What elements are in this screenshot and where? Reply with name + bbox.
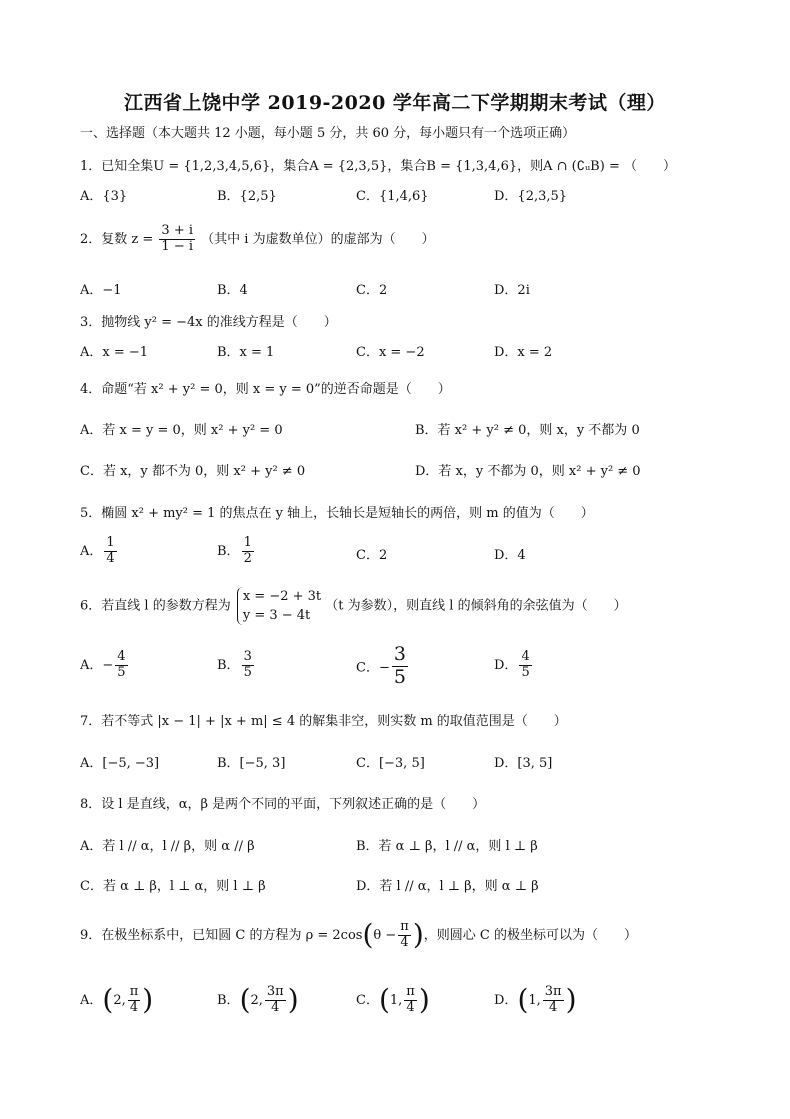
question-6-option-d-fraction	[519, 650, 531, 681]
question-6-option-d-label: D．	[494, 657, 518, 673]
question-6-option-b-label: B．	[217, 657, 240, 673]
right-paren: )	[287, 983, 299, 1017]
question-1-option-d: D．{2,3,5}	[494, 189, 568, 204]
fraction-numerator: 3π	[266, 984, 284, 999]
question-7-option-b: B．[−5, 3]	[217, 756, 286, 771]
fraction-denominator: 5	[393, 665, 406, 688]
right-paren: )	[142, 983, 154, 1017]
question-5-option-b-label: B．	[217, 543, 240, 559]
question-2-stem-post: （其中 i 为虚数单位）的虚部为（ ）	[201, 231, 435, 247]
section-heading: 一、选择题（本大题共 12 小题，每小题 5 分，共 60 分，每小题只有一个选项正确）	[80, 126, 576, 141]
question-6-option-a-fraction	[115, 650, 127, 681]
question-6-equation-system	[237, 587, 321, 625]
fraction-denominator: 2	[243, 550, 252, 566]
question-9-stem-pre: 9．在极坐标系中，已知圆 C 的方程为 ρ = 2cos	[80, 927, 363, 943]
question-8-option-a: A．若 l // α，l // β，则 α // β	[80, 839, 255, 854]
question-2-stem-pre: 2．复数 z =	[80, 231, 154, 247]
question-5-option-a	[80, 536, 119, 567]
question-6-option-c-label: C．−	[356, 660, 390, 676]
page-title: 江西省上饶中学 2019-2020 学年高二下学期期末考试（理）	[124, 92, 666, 114]
question-6-equation-y: y = 3 − 4t	[242, 608, 311, 623]
question-9-option-d	[494, 985, 577, 1016]
question-2-option-b: B．4	[217, 283, 248, 298]
question-5-option-c: C．2	[356, 548, 388, 563]
question-1-stem: 1．已知全集U = {1,2,3,4,5,6}，集合A = {2,3,5}，集合B = {1,3,4,6}，则A ∩ (∁ᵤB) = （ ）	[80, 159, 676, 174]
question-9-option-b-label: B．	[217, 992, 240, 1008]
left-paren: (	[102, 983, 114, 1017]
question-5-option-b-fraction	[242, 536, 254, 567]
option-value: 2,	[250, 992, 263, 1008]
question-4-option-b: B．若 x² + y² ≠ 0，则 x，y 不都为 0	[415, 423, 640, 438]
question-3-option-b: B．x = 1	[217, 345, 275, 360]
question-9-fraction	[398, 920, 411, 951]
question-9-option-a	[80, 985, 153, 1016]
question-1-option-b: B．{2,5}	[217, 189, 277, 204]
question-9-option-c-fraction	[404, 985, 417, 1016]
option-value: 2,	[113, 992, 126, 1008]
question-5-option-a-label: A．	[80, 543, 103, 559]
question-3-stem: 3．抛物线 y² = −4x 的准线方程是（ ）	[80, 315, 337, 330]
question-6-stem-post: （t 为参数），则直线 l 的倾斜角的余弦值为（ ）	[325, 598, 627, 614]
fraction-numerator: π	[129, 984, 139, 999]
fraction-numerator: π	[400, 919, 409, 934]
question-4-option-a: A．若 x = y = 0，则 x² + y² = 0	[80, 423, 283, 438]
fraction-denominator: 5	[521, 664, 530, 680]
fraction-denominator: 4	[549, 999, 558, 1015]
question-8-option-b: B．若 α ⊥ β，l // α，则 l ⊥ β	[356, 839, 538, 854]
fraction-numerator: 1	[106, 535, 115, 550]
fraction-numerator: 1	[243, 535, 252, 550]
left-paren: (	[517, 983, 529, 1017]
question-8-stem: 8．设 l 是直线，α，β 是两个不同的平面，下列叙述正确的是（ ）	[80, 797, 486, 812]
question-5-option-a-fraction	[104, 536, 116, 567]
question-9-stem-mid: θ −	[373, 927, 397, 943]
fraction-denominator: 5	[117, 664, 126, 680]
left-paren: (	[378, 983, 390, 1017]
left-paren: (	[362, 918, 374, 952]
question-3-option-a: A．x = −1	[80, 345, 149, 360]
fraction-denominator: 5	[243, 664, 252, 680]
question-8-option-c: C．若 α ⊥ β，l ⊥ α，则 l ⊥ β	[80, 879, 266, 894]
question-2-option-c: C．2	[356, 283, 388, 298]
question-9-option-b-fraction	[265, 985, 286, 1016]
question-4-option-c: C．若 x，y 都不为 0，则 x² + y² ≠ 0	[80, 464, 306, 479]
question-2-option-d: D．2i	[494, 283, 530, 298]
question-6-equation-x: x = −2 + 3t	[242, 589, 322, 604]
question-6-stem-pre: 6．若直线 l 的参数方程为	[80, 598, 231, 614]
question-5-option-d: D．4	[494, 548, 526, 563]
question-7-stem: 7．若不等式 |x − 1| + |x + m| ≤ 4 的解集非空，则实数 m 的取值范围是（ ）	[80, 714, 567, 729]
question-8-option-d: D．若 l // α，l ⊥ β，则 α ⊥ β	[356, 879, 539, 894]
question-9-option-c-label: C．	[356, 992, 379, 1008]
question-2-stem	[80, 224, 435, 255]
right-paren: )	[565, 983, 577, 1017]
question-5-stem: 5．椭圆 x² + my² = 1 的焦点在 y 轴上，长轴长是短轴长的两倍，则 m 的值为（ ）	[80, 506, 594, 521]
question-2-option-a: A．−1	[80, 283, 122, 298]
question-3-option-c: C．x = −2	[356, 345, 425, 360]
right-paren: )	[412, 918, 424, 952]
question-6-option-a	[80, 650, 130, 681]
question-6-option-c	[356, 644, 410, 689]
fraction-numerator: 3	[243, 649, 252, 664]
question-7-option-a: A．[−5, −3]	[80, 756, 160, 771]
fraction-numerator: π	[406, 984, 415, 999]
question-1-option-c: C．{1,4,6}	[356, 189, 429, 204]
question-6-option-a-label: A．−	[80, 657, 114, 673]
fraction-denominator: 4	[406, 999, 415, 1015]
question-4-stem: 4．命题“若 x² + y² = 0，则 x = y = 0”的逆否命题是（ ）	[80, 382, 451, 397]
question-2-fraction	[159, 224, 195, 255]
fraction-denominator: 4	[400, 934, 409, 950]
question-7-option-c: C．[−3, 5]	[356, 756, 425, 771]
question-6-option-d	[494, 650, 534, 681]
question-6-option-b-fraction	[242, 650, 254, 681]
right-paren: )	[418, 983, 430, 1017]
question-9-option-c	[356, 985, 430, 1016]
left-paren: (	[239, 983, 251, 1017]
question-4-option-d: D．若 x，y 不都为 0，则 x² + y² ≠ 0	[415, 464, 641, 479]
fraction-numerator: 3	[393, 643, 406, 665]
question-6-stem	[80, 587, 627, 625]
option-value: 1,	[389, 992, 403, 1008]
question-9-option-a-label: A．	[80, 992, 103, 1008]
fraction-numerator: 4	[117, 649, 126, 664]
question-7-option-d: D．[3, 5]	[494, 756, 553, 771]
question-9-stem	[80, 920, 637, 951]
fraction-numerator: 4	[521, 649, 530, 664]
fraction-numerator: 3π	[544, 984, 562, 999]
question-9-option-d-fraction	[543, 985, 564, 1016]
question-3-option-d: D．x = 2	[494, 345, 553, 360]
question-9-option-a-fraction	[128, 985, 141, 1016]
fraction-denominator: 4	[106, 550, 115, 566]
question-9-option-d-label: D．	[494, 992, 518, 1008]
question-2-numerator: 3 + i	[161, 223, 194, 238]
question-6-option-b	[217, 650, 256, 681]
question-2-denominator: 1 − i	[161, 238, 194, 254]
question-5-option-b	[217, 536, 256, 567]
question-9-option-b	[217, 985, 299, 1016]
fraction-denominator: 4	[129, 999, 139, 1015]
question-6-option-c-fraction	[392, 644, 408, 689]
question-1-option-a: A．{3}	[80, 189, 128, 204]
fraction-denominator: 4	[271, 999, 280, 1015]
option-value: 1,	[528, 992, 541, 1008]
question-9-stem-post: ，则圆心 C 的极坐标可以为（ ）	[423, 927, 637, 943]
